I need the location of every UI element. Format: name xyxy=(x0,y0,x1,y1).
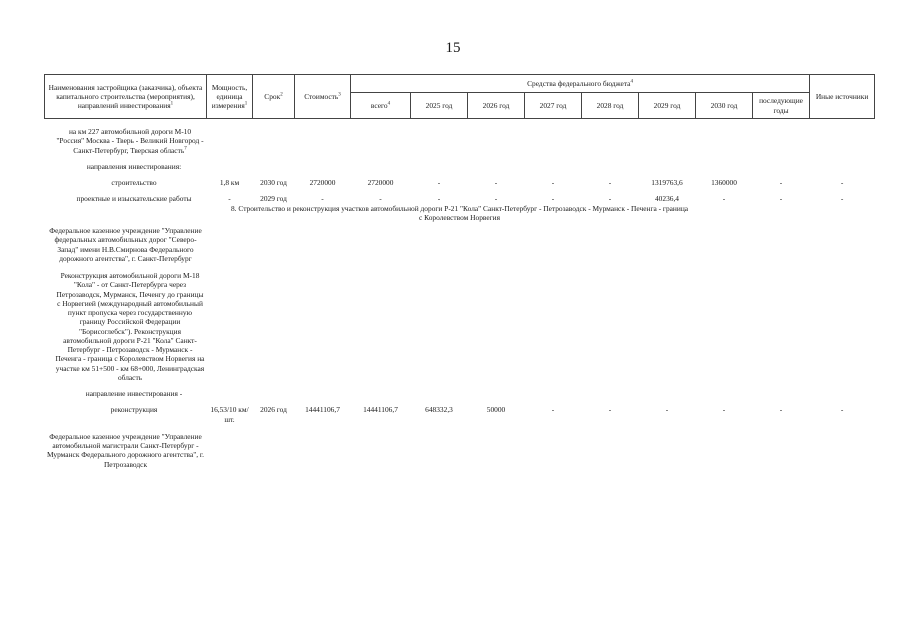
header-cost: Стоимость$^3$ xyxy=(295,75,351,119)
header-2029: 2029 год xyxy=(639,93,696,119)
section-heading: 8. Строительство и реконструкция участков автомобильной дороги Р-21 "Кола" Санкт-Петербург - Петрозаводск - Мурманск - Печенга - граница с Королевством Норвегия xyxy=(230,203,689,222)
table-row: проектные и изыскательские работы - 2029 год - - - - - - 40236,4 - - - xyxy=(76,194,844,204)
table-row: реконструкция 16,53/10 км/шт. 2026 год 14441106,7 14441106,7 648332,3 50000 - - - - - - xyxy=(110,405,844,424)
object-name: на км 227 автомобильной дороги М-10 "Россия" Москва - Тверь - Великий Новгород - Санкт-Петербург, Тверская область$^7$ xyxy=(56,127,204,155)
header-capacity: Мощность, единица измерения$^1$ xyxy=(207,75,253,119)
header-2027: 2027 год xyxy=(525,93,582,119)
customer-organization: Федеральное казенное учреждение "Управление федеральных автомобильных дорог "Северо-Запад" имени Н.В.Смирнова Федерального дорожного агентства", г. Санкт-Петербург xyxy=(49,226,202,263)
object-name: Реконструкция автомобильной дороги М-18 "Кола" - от Санкт-Петербурга через Петрозаводск, Мурманск, Печенгу до границы с Норвегией (международный автомобильный пункт пропуска через государственную границу Российской Федерации "Борисоглебск"). Реконструкция автомобильной дороги Р-21 "Кола" Санкт-Петербург - Петрозаводск - Мурманск - Печенга - граница с Королевством Норвегия на участке км 51+500 - км 68+000, Ленинградская область xyxy=(55,271,205,382)
header-2026: 2026 год xyxy=(468,93,525,119)
table-row: строительство 1,8 км 2030 год 2720000 2720000 - - - - 1319763,6 1360000 - - xyxy=(111,178,844,187)
investment-table xyxy=(44,74,875,469)
header-term: Срок$^2$ xyxy=(253,75,295,119)
customer-organization: Федеральное казенное учреждение "Управление автомобильной магистрали Санкт-Петербург - Мурманск Федерального дорожного агентства", г. Петрозаводск xyxy=(47,431,204,469)
table-header xyxy=(45,75,875,119)
header-2030: 2030 год xyxy=(696,93,753,119)
header-federal-budget: Средства федерального бюджета$^4$ xyxy=(351,75,810,93)
header-name: Наименования застройщика (заказчика), объекта капитального строительства (мероприятия), направлений инвестирования$^1$ xyxy=(45,75,207,119)
page-number: 15 xyxy=(445,40,461,56)
header-other-sources: Иные источники xyxy=(810,75,875,119)
header-next-years: последующие годы xyxy=(753,93,810,119)
header-total: всего$^4$ xyxy=(351,93,411,119)
investment-directions-label: направления инвестирования: xyxy=(86,161,182,171)
investment-direction-label: направление инвестирования - xyxy=(85,389,183,398)
header-2028: 2028 год xyxy=(582,93,639,119)
header-2025: 2025 год xyxy=(411,93,468,119)
